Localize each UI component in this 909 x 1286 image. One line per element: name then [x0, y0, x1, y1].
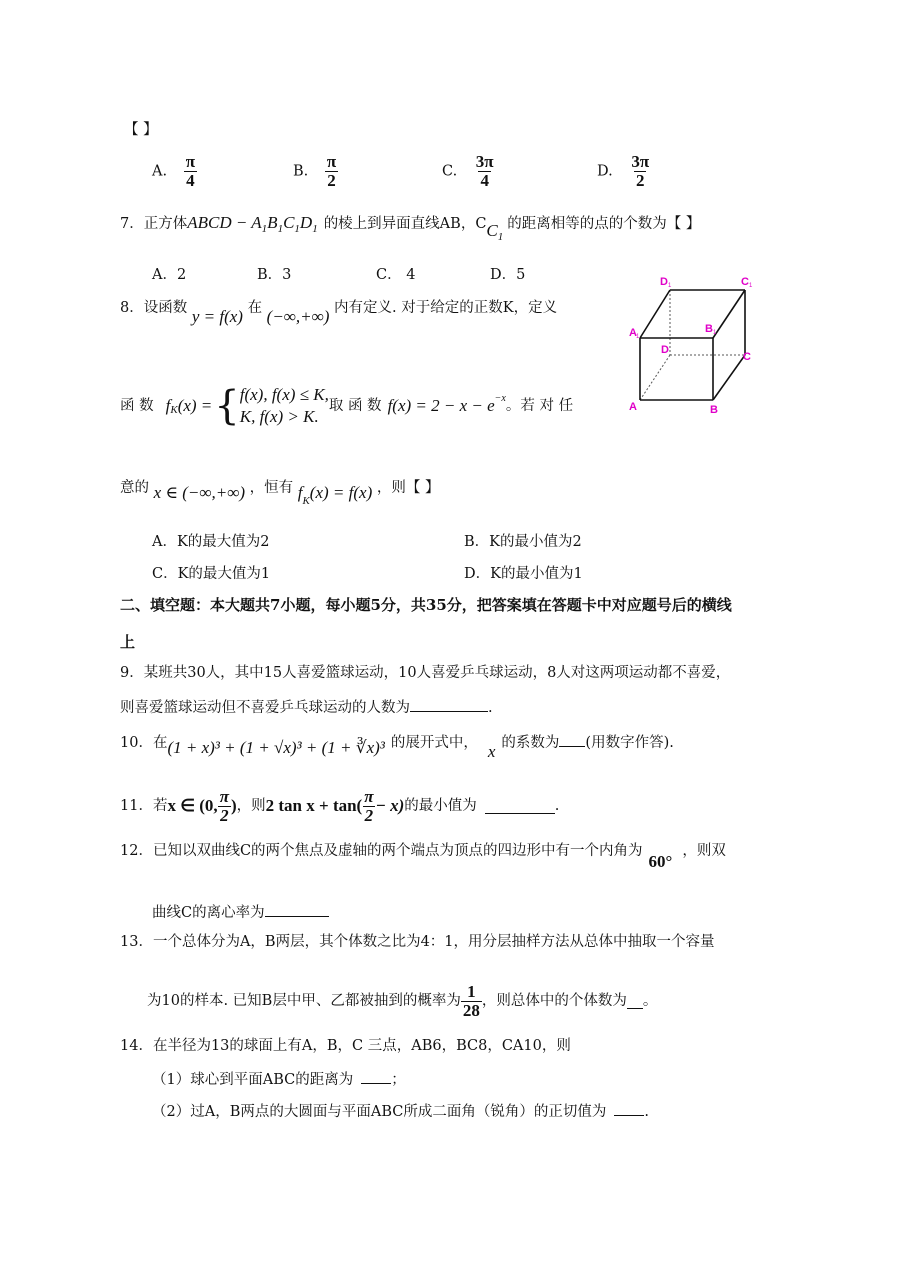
q7-option-b: B．3: [257, 267, 292, 283]
edge-bc: [713, 355, 745, 400]
q12-line1: 12．已知以双曲线C的两个焦点及虚轴的两个端点为顶点的四边形中有一个内角为60°，则双: [120, 843, 726, 871]
q13-line2: 为10的样本. 已知B层中甲、乙都被抽到的概率为 $\frac{1}{28}$ ，则总体中的个体数为 。: [147, 981, 658, 1020]
q12-line2: 曲线C的离心率为: [152, 902, 329, 922]
label-b1-sub: 1: [713, 330, 717, 336]
label-d1-sub: 1: [668, 283, 672, 289]
label-b1: B: [705, 323, 713, 335]
q7-option-a: A．2: [152, 267, 187, 283]
q14-sub1-answer-blank: [361, 1069, 391, 1084]
q14-sub2: （2）过A，B两点的大圆面与平面ABC所成二面角（锐角）的正切值为 .: [152, 1101, 649, 1121]
label-d1: D: [660, 276, 668, 288]
q11-stem: 11．若 x ∈ (0, $\frac{\pi}{2}$ ) ，则 2 tan x + tan( $\frac{\pi}{2}$ − x) 的最小值为 .: [120, 786, 560, 825]
label-a1-sub: 1: [636, 334, 640, 340]
label-c1-sub: 1: [749, 283, 753, 289]
q6-option-d: D. $\frac{3\pi}{2}$: [597, 152, 650, 190]
label-c: C: [743, 351, 751, 363]
q8-option-b: B．K的最小值为2: [464, 534, 582, 550]
q13-answer-blank: [627, 994, 643, 1009]
q7-stem: 7．正方体ABCD − $A_1B_1C_1D_1$ 的棱上到异面直线AB，$CC_1$的距离相等的点的个数为【 】: [120, 213, 701, 243]
label-a1: A: [629, 327, 637, 339]
q7-option-d: D．5: [490, 267, 526, 283]
q6-answer-bracket: 【 】: [124, 122, 158, 138]
q8-option-a: A．K的最大值为2: [152, 534, 270, 550]
q8-line3: 意的 x ∈ (−∞,+∞) ，恒有 $f_K(x) = f(x)$ ，则【 】: [120, 480, 440, 507]
edge-a1d1: [640, 290, 670, 338]
q14-line1: 14．在半径为13的球面上有A，B，C 三点，AB6，BC8，CA10，则: [120, 1038, 571, 1054]
q10-answer-blank: [559, 732, 585, 747]
q14-sub2-answer-blank: [614, 1101, 644, 1116]
q14-sub1: （1）球心到平面ABC的距离为 ；: [152, 1069, 406, 1089]
q8-line2: 函 数 f $_K$ (x) = { f(x), f(x) ≤ K, K, f(x) > K. 取 函 数 f(x) = 2 − x − e $^{-x}$ 。若 对 任: [120, 383, 574, 429]
edge-b1c1: [713, 290, 745, 338]
q8-line1: 8．设函数 y = f(x) 在 (−∞,+∞) 内有定义. 对于给定的正数K，定义: [120, 300, 558, 326]
piecewise-cases: f(x), f(x) ≤ K, K, f(x) > K.: [239, 385, 329, 426]
label-d: D: [661, 344, 669, 356]
q12-answer-blank: [265, 902, 329, 917]
q11-answer-blank: [485, 799, 555, 814]
q13-line1: 13．一个总体分为A，B两层，其个体数之比为4：1，用分层抽样方法从总体中抽取一个容量: [120, 934, 715, 950]
q8-option-d: D．K的最小值为1: [464, 566, 583, 582]
section2-heading-line1: 二、填空题：本大题共7小题，每小题5分，共35分，把答案填在答题卡中对应题号后的横线: [120, 596, 732, 614]
q9-answer-blank: [410, 697, 488, 712]
q9-line1: 9．某班共30人，其中15人喜爱篮球运动，10人喜爱乒乓球运动，8人对这两项运动都不喜爱，: [120, 665, 731, 681]
piecewise-brace: {: [214, 383, 240, 429]
q8-option-c: C．K的最大值为1: [152, 566, 271, 582]
q6-option-b: B. $\frac{\pi}{2}$: [293, 152, 337, 190]
label-a: A: [629, 401, 637, 413]
q6-option-a: A. $\frac{\pi}{4}$: [152, 152, 196, 190]
q9-line2: 则喜爱篮球运动但不喜爱乒乓球运动的人数为 .: [120, 697, 493, 717]
label-b: B: [710, 404, 718, 416]
cube-figure: [625, 270, 760, 420]
q10-stem: 10．在(1 + x)³ + (1 + √x)³ + (1 + ∛x)³ 的展开式中， x 的系数为 (用数字作答).: [120, 732, 674, 752]
q6-option-c: C. $\frac{3\pi}{4}$: [442, 152, 494, 190]
q7-option-c: C． 4: [376, 267, 416, 283]
section2-heading-line2: 上: [120, 633, 136, 651]
label-c1: C: [741, 276, 749, 288]
edge-ad-hidden: [640, 355, 670, 400]
